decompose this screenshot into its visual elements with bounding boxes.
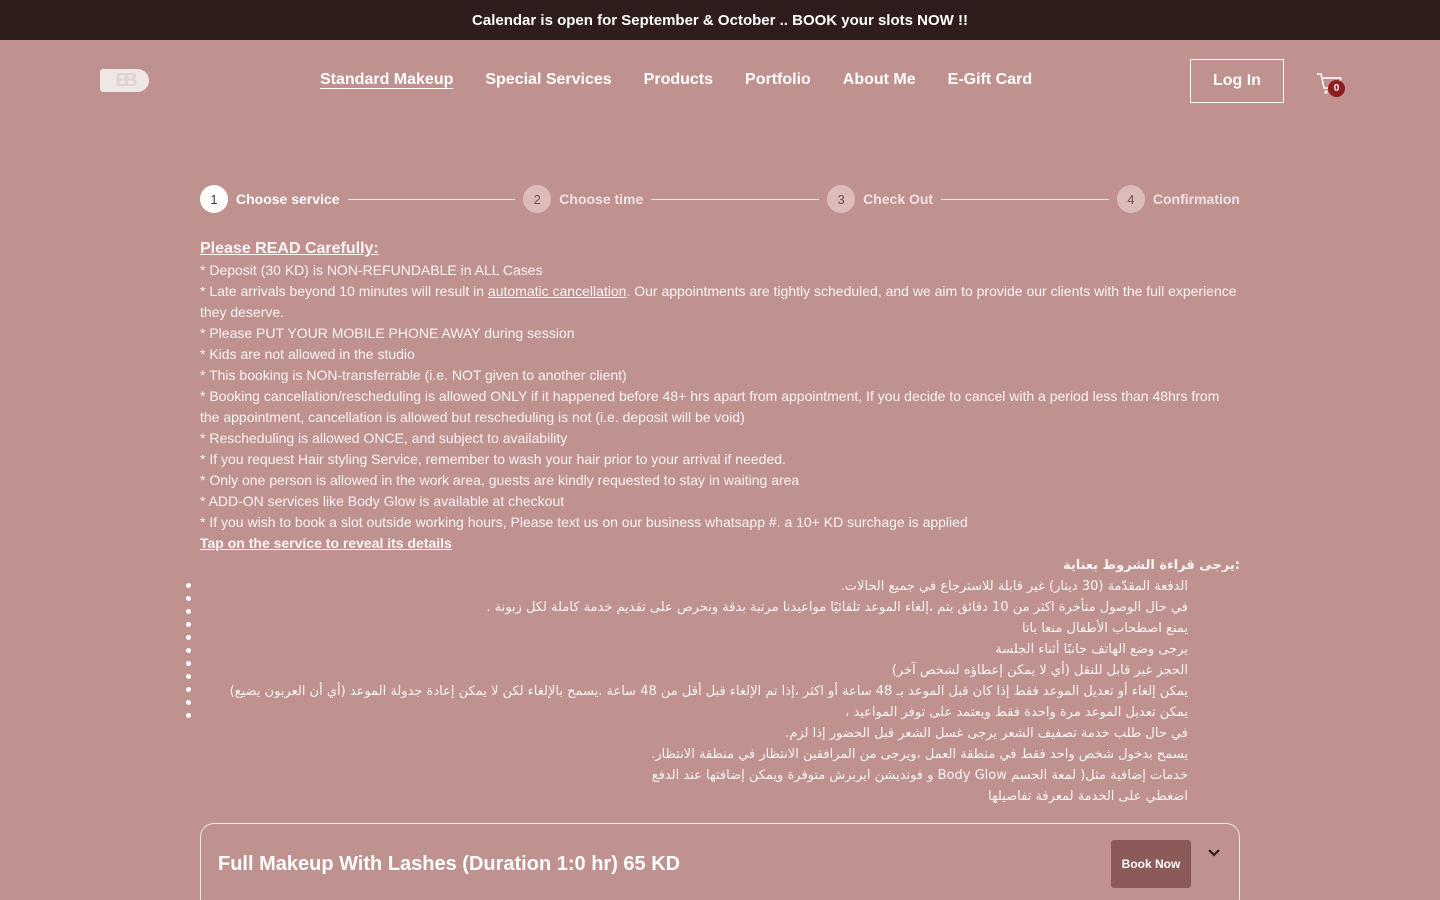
booking-notice [200,238,1240,554]
arabic-item: يسمح بدخول شخص واحد فقط في منطقة العمل ،ويرجى من المرافقين الانتظار في منطقة الانتظار. [651,747,1188,762]
notice-line: * If you wish to book a slot outside working hours, Please text us on our business whatsapp #. a 10+ KD surchage is applied [200,514,968,530]
notice-line: * ADD-ON services like Body Glow is available at checkout [200,493,565,509]
announcement-text: Calendar is open for September & October .. BOOK your slots NOW !! [472,11,968,29]
arabic-item: الدفعة المقدّمة (30 دينار) غير قابلة للاسترجاع في جميع الحالات. [840,579,1188,594]
arabic-item: الحجز غير قابل للنقل (أي لا يمكن إعطاؤه لشخص آخر) [891,663,1188,678]
step-number: 2 [523,185,551,213]
notice-line: * Please PUT YOUR MOBILE PHONE AWAY during session [200,325,575,341]
service-title: Full Makeup With Lashes (Duration 1:0 hr) 65 KD [218,853,681,875]
arabic-item: يرجى وضع الهاتف جانبًا أثناء الجلسة [995,642,1188,657]
arabic-item: يمنع اصطحاب الأطفال منعا باتا [1021,621,1188,636]
step-number: 3 [827,185,855,213]
arabic-item: يمكن إلغاء أو تعديل الموعد فقط إذا كان قبل الموعد بـ 48 ساعة أو اكثر ،إذا تم الإلغاء قبل أقل من 48 ساعة .يسمح بالإلغاء لكن لا يمكن إعادة جدولة الموعد (أي أن العربون يضيع) [229,684,1188,699]
arabic-item: في حال طلب خدمة تصفيف الشعر يرجى غسل الشعر قبل الحضور إذا لزم. [785,726,1188,741]
step-label: Check Out [863,191,934,207]
notice-line: * Booking cancellation/rescheduling is allowed ONLY if it happened before 48+ hrs apart from appointment, If you decide to cancel with a period less than 48hrs from the appointment, cancellation is allowed but rescheduling is not (i.e. deposit will be void) [200,388,1220,425]
step-choose-service [200,185,340,213]
step-number: 1 [200,185,228,213]
nav-standard-makeup[interactable]: Standard Makeup [320,71,454,88]
notice-line-late [200,281,1240,323]
notice-line: * Rescheduling is allowed ONCE, and subject to availability [200,430,568,446]
notice-heading: Please READ Carefully: [200,240,379,257]
step-confirmation [1117,185,1240,213]
notice-line: * Deposit (30 KD) is NON-REFUNDABLE in ALL Cases [200,262,543,278]
nav-e-gift-card[interactable]: E-Gift Card [947,71,1033,88]
list-bullets [186,575,192,726]
site-header [0,40,1440,122]
main-nav [320,71,1032,89]
step-label: Choose service [236,191,340,207]
notice-line: * If you request Hair styling Service, remember to wash your hair prior to your arrival if needed. [200,451,786,467]
arabic-item: اضغطي على الخدمة لمعرفة تفاصيلها [987,789,1188,804]
notice-line: * Kids are not allowed in the studio [200,346,415,362]
step-label: Confirmation [1152,191,1240,207]
step-divider [941,199,1109,200]
arabic-item: يمكن تعديل الموعد مرة واحدة فقط ويعتمد على توفر المواعيد ، [845,705,1188,720]
service-card[interactable] [200,823,1240,900]
nav-about-me[interactable]: About Me [842,71,916,88]
announcement-bar [0,0,1440,40]
nav-special-services[interactable]: Special Services [485,71,612,88]
arabic-item: خدمات إضافية مثل( لمعة الجسم Body Glow و فونديشن ايربرش متوفرة ويمكن إضافتها عند الدفع [651,768,1188,783]
booking-steps [200,185,1240,213]
logo-text: BB [115,70,134,90]
arabic-item: في حال الوصول متأخرة اكثر من 10 دقائق يتم ،إلغاء الموعد تلقائيًا مواعيدنا مرتبة بدقة ونحرص على تقديم خدمة كاملة لكل زبونة . [486,600,1188,615]
chevron-down-icon[interactable] [1207,848,1221,858]
step-choose-time [523,185,643,213]
cart-count-badge: 0 [1328,80,1345,97]
automatic-cancellation-link[interactable]: automatic cancellation [487,283,627,299]
late-text-post: . Our appointments are tightly scheduled, and we aim to provide our clients with the full experience they deserve. [200,283,1237,320]
book-now-button[interactable]: Book Now [1111,840,1191,888]
step-divider [651,199,819,200]
logo[interactable] [100,69,149,92]
arabic-heading: :يرجى قراءة الشروط بعناية [1062,558,1240,573]
step-divider [348,199,516,200]
arabic-list [200,576,1240,807]
arabic-notice [200,555,1240,807]
notice-line: * Only one person is allowed in the work area, guests are kindly requested to stay in waiting area [200,472,800,488]
tap-service-hint: Tap on the service to reveal its details [200,535,452,551]
step-number: 4 [1117,185,1145,213]
nav-portfolio[interactable]: Portfolio [745,71,811,88]
step-label: Choose time [559,191,644,207]
login-button[interactable]: Log In [1190,59,1284,103]
late-text-pre: * Late arrivals beyond 10 minutes will result in [200,283,488,299]
step-check-out [827,185,933,213]
notice-line: * This booking is NON-transferrable (i.e. NOT given to another client) [200,367,627,383]
nav-products[interactable]: Products [643,71,714,88]
